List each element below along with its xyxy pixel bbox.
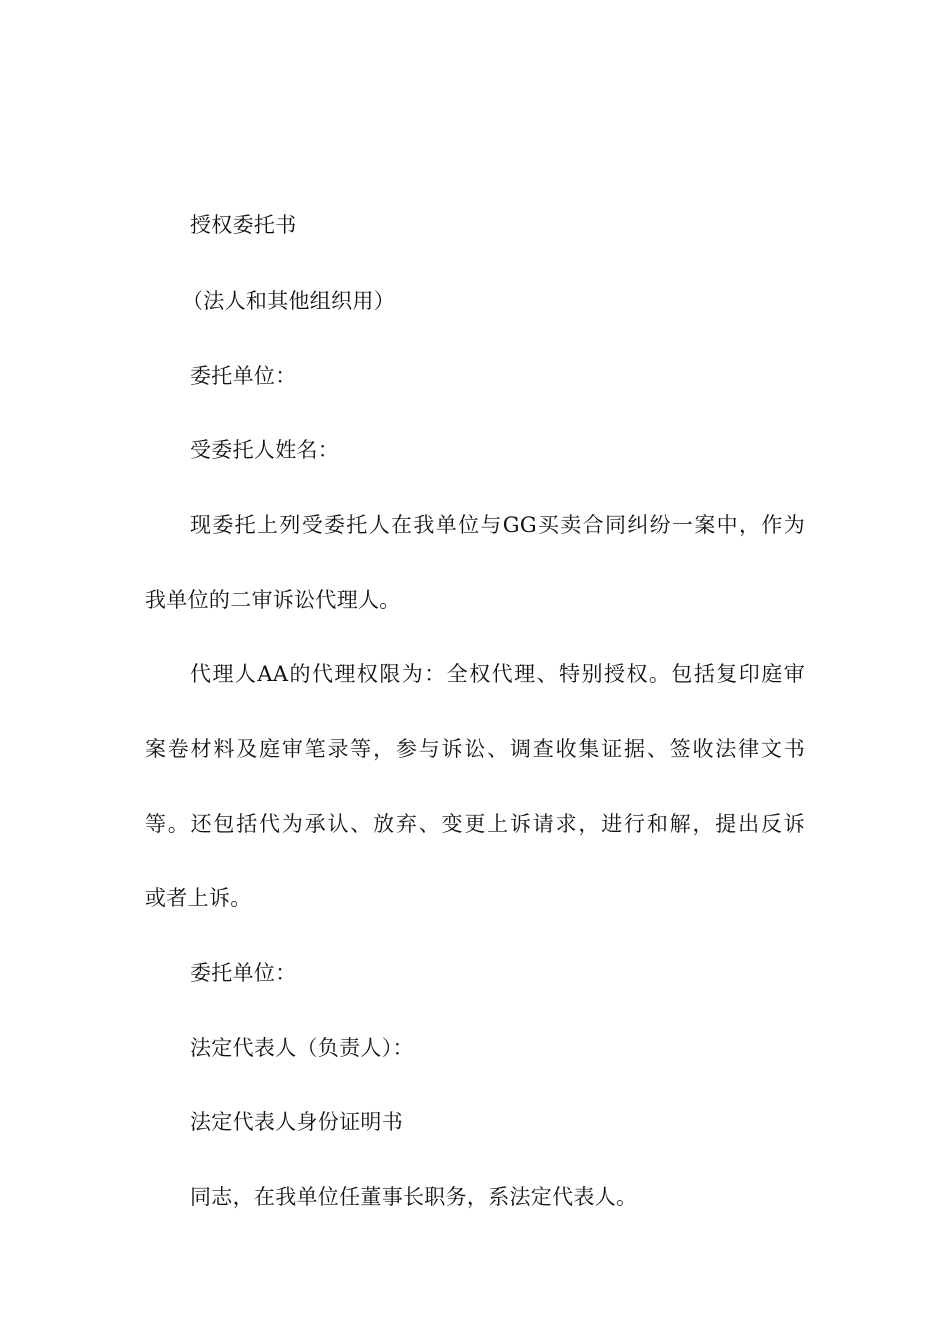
certificate-body: 同志，在我单位任董事长职务，系法定代表人。	[190, 1185, 638, 1209]
sign-principal-label: 委托单位：	[190, 961, 297, 985]
certificate-title: 法定代表人身份证明书	[190, 1110, 403, 1134]
body-paragraph-2-line-4: 或者上诉。	[145, 886, 252, 910]
body-paragraph-1-line-1: 现委托上列受委托人在我单位与GG买卖合同纠纷一案中，作为	[190, 513, 805, 537]
body-paragraph-2-line-2: 案卷材料及庭审笔录等，参与诉讼、调查收集证据、签收法律文书	[145, 737, 805, 761]
agent-name-label: 受委托人姓名：	[190, 438, 340, 462]
document-title: 授权委托书	[190, 213, 297, 237]
body-paragraph-1-line-2: 我单位的二审诉讼代理人。	[145, 588, 401, 612]
principal-label: 委托单位：	[190, 364, 297, 388]
body-paragraph-2-line-3: 等。还包括代为承认、放弃、变更上诉请求，进行和解，提出反诉	[145, 812, 805, 836]
body-paragraph-2-line-1: 代理人AA的代理权限为：全权代理、特别授权。包括复印庭审	[190, 662, 805, 686]
legal-representative-label: 法定代表人（负责人）：	[190, 1036, 414, 1060]
document-subtitle: （法人和其他组织用）	[182, 289, 395, 313]
